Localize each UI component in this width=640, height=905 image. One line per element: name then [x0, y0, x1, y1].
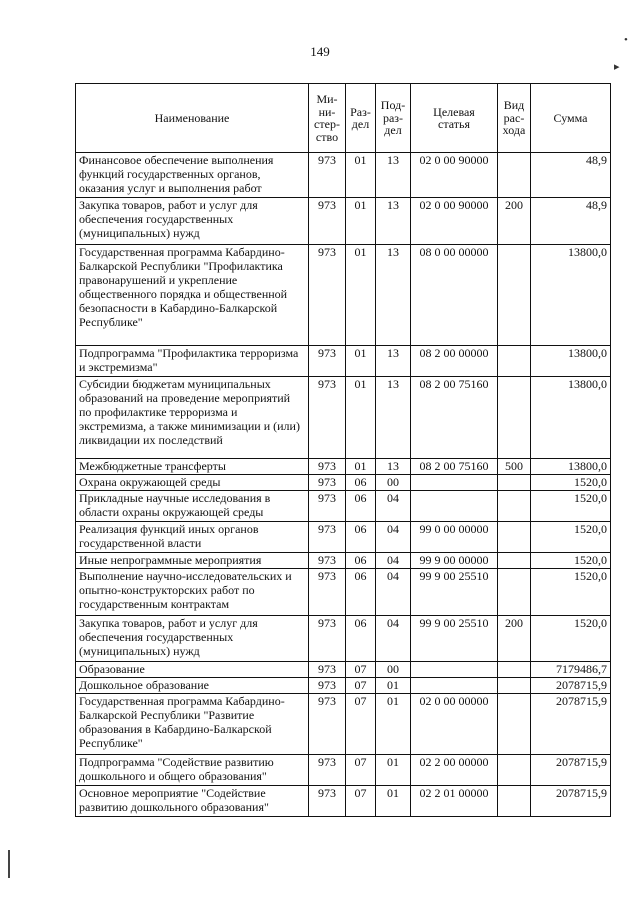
cell-amount: 1520,0: [531, 475, 611, 491]
cell-expense-type: [498, 553, 531, 569]
scan-artifact: [8, 850, 10, 878]
cell-subsection: 01: [376, 678, 411, 694]
cell-ministry: 973: [309, 459, 346, 475]
cell-subsection: 04: [376, 491, 411, 522]
header-name: Наименование: [76, 84, 309, 153]
cell-ministry: 973: [309, 346, 346, 377]
table-row: [76, 678, 611, 694]
cell-amount: 1520,0: [531, 553, 611, 569]
cell-name: Закупка товаров, работ и услуг для обеспечения государственных (муниципальных) нужд: [76, 616, 309, 662]
cell-ministry: 973: [309, 569, 346, 616]
cell-subsection: 04: [376, 553, 411, 569]
cell-expense-type: [498, 678, 531, 694]
cell-subsection: 13: [376, 377, 411, 459]
cell-section: 07: [346, 755, 376, 786]
cell-subsection: 04: [376, 522, 411, 553]
header-ministry: Ми- ни- стер- ство: [309, 84, 346, 153]
cell-ministry: 973: [309, 616, 346, 662]
cell-subsection: 00: [376, 662, 411, 678]
table-row: [76, 755, 611, 786]
cell-subsection: 00: [376, 475, 411, 491]
cell-target-article: 02 2 01 00000: [411, 786, 498, 817]
table-row: [76, 491, 611, 522]
cell-name: Основное мероприятие "Содействие развитию дошкольного образования": [76, 786, 309, 817]
cell-name: Иные непрограммные мероприятия: [76, 553, 309, 569]
cell-amount: 2078715,9: [531, 786, 611, 817]
cell-amount: 1520,0: [531, 491, 611, 522]
cell-name: Субсидии бюджетам муниципальных образований на проведение мероприятий по профилактике терроризма и экстремизма, а также минимизации и (или) ликвидации их последствий: [76, 377, 309, 459]
cell-expense-type: [498, 491, 531, 522]
table-row: [76, 198, 611, 245]
cell-amount: 48,9: [531, 153, 611, 198]
cell-name: Подпрограмма "Содействие развитию дошкольного и общего образования": [76, 755, 309, 786]
cell-ministry: 973: [309, 245, 346, 346]
cell-expense-type: 200: [498, 616, 531, 662]
cell-amount: 13800,0: [531, 346, 611, 377]
cell-expense-type: [498, 755, 531, 786]
cell-name: Реализация функций иных органов государственной власти: [76, 522, 309, 553]
cell-subsection: 01: [376, 755, 411, 786]
cell-expense-type: [498, 569, 531, 616]
cell-name: Выполнение научно-исследовательских и опытно-конструкторских работ по государственным контрактам: [76, 569, 309, 616]
cell-expense-type: [498, 662, 531, 678]
cell-section: 06: [346, 522, 376, 553]
cell-subsection: 13: [376, 245, 411, 346]
cell-expense-type: [498, 475, 531, 491]
table-row: [76, 662, 611, 678]
table-header-row: [76, 84, 611, 153]
cell-ministry: 973: [309, 755, 346, 786]
cell-target-article: 08 2 00 75160: [411, 377, 498, 459]
cell-name: Дошкольное образование: [76, 678, 309, 694]
cell-amount: 13800,0: [531, 377, 611, 459]
cell-expense-type: [498, 245, 531, 346]
cell-name: Межбюджетные трансферты: [76, 459, 309, 475]
cell-section: 06: [346, 491, 376, 522]
cell-name: Образование: [76, 662, 309, 678]
header-target-article: Целевая статья: [411, 84, 498, 153]
cell-target-article: 02 0 00 90000: [411, 198, 498, 245]
cell-section: 01: [346, 198, 376, 245]
cell-subsection: 13: [376, 346, 411, 377]
cell-subsection: 01: [376, 786, 411, 817]
table-row: [76, 346, 611, 377]
cell-expense-type: [498, 694, 531, 755]
budget-table: [75, 83, 611, 817]
cell-target-article: 02 0 00 00000: [411, 694, 498, 755]
table-row: [76, 459, 611, 475]
table-row: [76, 553, 611, 569]
cell-amount: 1520,0: [531, 522, 611, 553]
header-subsection: Под- раз- дел: [376, 84, 411, 153]
cell-ministry: 973: [309, 377, 346, 459]
cell-target-article: 99 9 00 00000: [411, 553, 498, 569]
cell-target-article: [411, 678, 498, 694]
cell-subsection: 04: [376, 569, 411, 616]
cell-section: 07: [346, 786, 376, 817]
table-row: [76, 569, 611, 616]
cell-amount: 48,9: [531, 198, 611, 245]
cell-subsection: 13: [376, 153, 411, 198]
cell-ministry: 973: [309, 153, 346, 198]
cell-name: Государственная программа Кабардино-Балкарской Республики "Профилактика правонарушений и укрепление общественного порядка и общественной безопасности в Кабардино-Балкарской Республике": [76, 245, 309, 346]
cell-amount: 13800,0: [531, 459, 611, 475]
cell-section: 06: [346, 553, 376, 569]
cell-subsection: 01: [376, 694, 411, 755]
cell-section: 01: [346, 377, 376, 459]
cell-amount: 2078715,9: [531, 755, 611, 786]
table-row: [76, 616, 611, 662]
cell-amount: 2078715,9: [531, 678, 611, 694]
cell-target-article: 02 0 00 90000: [411, 153, 498, 198]
cell-amount: 1520,0: [531, 569, 611, 616]
cell-expense-type: 200: [498, 198, 531, 245]
cell-target-article: [411, 662, 498, 678]
cell-name: Прикладные научные исследования в области охраны окружающей среды: [76, 491, 309, 522]
scan-artifact: ▸: [614, 61, 620, 73]
cell-section: 07: [346, 678, 376, 694]
cell-ministry: 973: [309, 522, 346, 553]
cell-section: 01: [346, 459, 376, 475]
cell-amount: 13800,0: [531, 245, 611, 346]
cell-target-article: [411, 491, 498, 522]
header-amount: Сумма: [531, 84, 611, 153]
cell-section: 07: [346, 662, 376, 678]
cell-subsection: 04: [376, 616, 411, 662]
cell-subsection: 13: [376, 459, 411, 475]
cell-target-article: 08 2 00 75160: [411, 459, 498, 475]
cell-ministry: 973: [309, 491, 346, 522]
cell-amount: 7179486,7: [531, 662, 611, 678]
cell-name: Закупка товаров, работ и услуг для обеспечения государственных (муниципальных) нужд: [76, 198, 309, 245]
cell-expense-type: 500: [498, 459, 531, 475]
cell-target-article: 08 2 00 00000: [411, 346, 498, 377]
table-row: [76, 786, 611, 817]
cell-ministry: 973: [309, 662, 346, 678]
cell-section: 01: [346, 346, 376, 377]
page-number: 149: [310, 44, 330, 59]
cell-expense-type: [498, 153, 531, 198]
cell-target-article: 99 9 00 25510: [411, 569, 498, 616]
table-row: [76, 522, 611, 553]
cell-expense-type: [498, 346, 531, 377]
table-row: [76, 377, 611, 459]
cell-section: 06: [346, 475, 376, 491]
cell-name: Охрана окружающей среды: [76, 475, 309, 491]
table-row: [76, 245, 611, 346]
cell-target-article: 08 0 00 00000: [411, 245, 498, 346]
cell-target-article: 99 0 00 00000: [411, 522, 498, 553]
table-row: [76, 475, 611, 491]
cell-section: 01: [346, 153, 376, 198]
cell-ministry: 973: [309, 475, 346, 491]
cell-target-article: 02 2 00 00000: [411, 755, 498, 786]
cell-expense-type: [498, 522, 531, 553]
table-row: [76, 694, 611, 755]
cell-name: Государственная программа Кабардино-Балкарской Республики "Развитие образования в Кабардино-Балкарской Республике": [76, 694, 309, 755]
cell-expense-type: [498, 377, 531, 459]
cell-subsection: 13: [376, 198, 411, 245]
cell-ministry: 973: [309, 786, 346, 817]
cell-amount: 1520,0: [531, 616, 611, 662]
cell-section: 06: [346, 616, 376, 662]
cell-target-article: 99 9 00 25510: [411, 616, 498, 662]
cell-section: 07: [346, 694, 376, 755]
cell-name: Финансовое обеспечение выполнения функций государственных органов, оказания услуг и выполнения работ: [76, 153, 309, 198]
cell-expense-type: [498, 786, 531, 817]
cell-amount: 2078715,9: [531, 694, 611, 755]
cell-ministry: 973: [309, 694, 346, 755]
cell-ministry: 973: [309, 553, 346, 569]
cell-ministry: 973: [309, 678, 346, 694]
cell-ministry: 973: [309, 198, 346, 245]
header-section: Раз- дел: [346, 84, 376, 153]
cell-section: 06: [346, 569, 376, 616]
cell-target-article: [411, 475, 498, 491]
cell-section: 01: [346, 245, 376, 346]
header-expense-type: Вид рас- хода: [498, 84, 531, 153]
table-row: [76, 153, 611, 198]
cell-name: Подпрограмма "Профилактика терроризма и экстремизма": [76, 346, 309, 377]
scan-artifact: •: [624, 34, 628, 46]
